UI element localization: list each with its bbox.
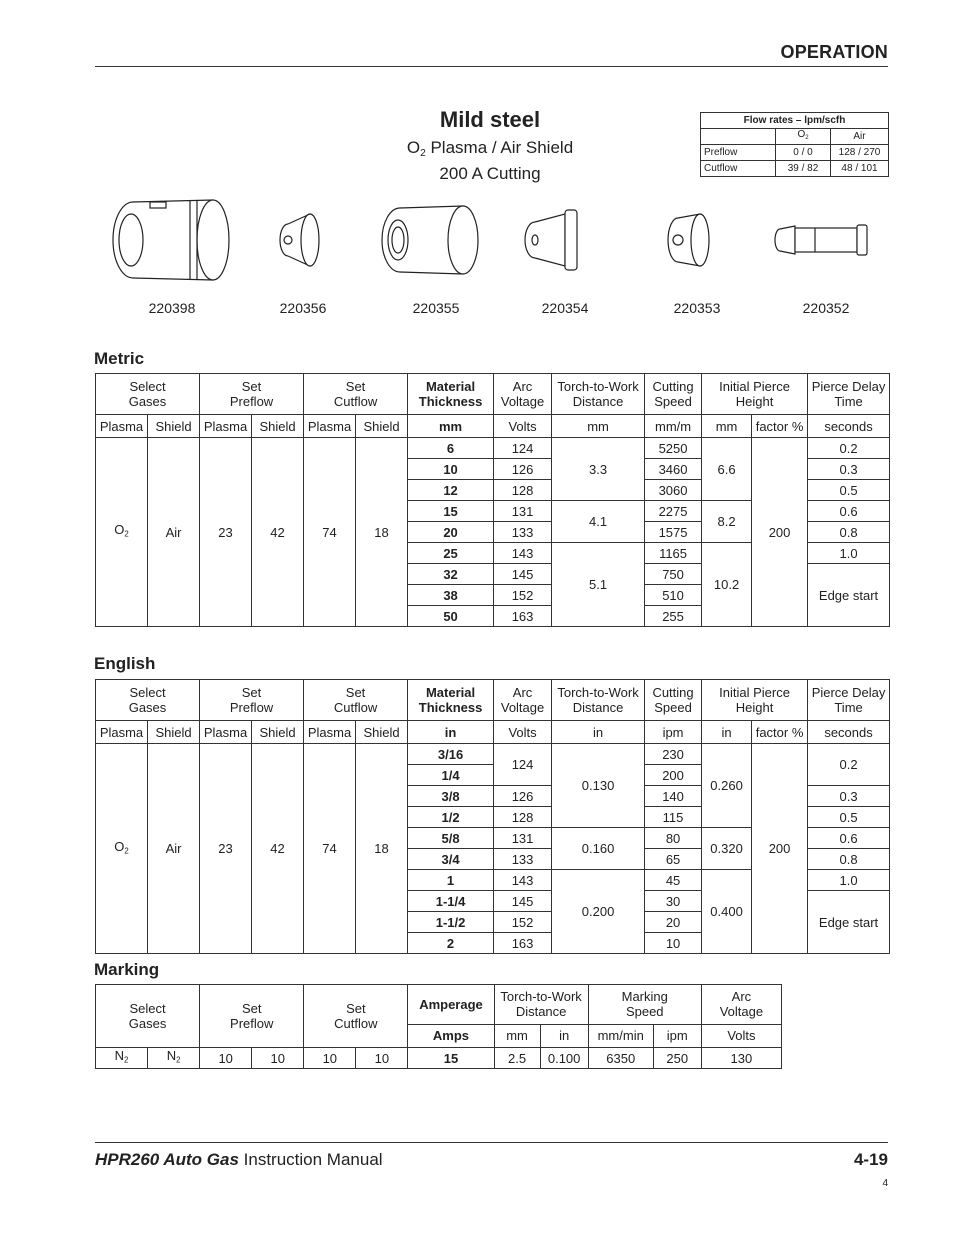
o-text: O [114,522,125,538]
unit-cell: Plasma [96,721,148,744]
hdr-text: Set [241,379,262,394]
hdr-set-cutflow [304,680,408,721]
voltage-cell: 143 [494,870,552,891]
thickness-cell: 3/4 [408,849,494,870]
distance-cell: 0.200 [552,870,645,954]
thickness-cell: 32 [408,564,494,585]
hdr-text: Time [834,700,863,715]
hdr-pierce-delay [808,680,890,721]
delay-cell: 0.8 [808,522,890,543]
flow-cell: 128 / 270 [831,145,889,161]
nozzle-part-icon [525,210,577,270]
plasma-gas [96,744,148,954]
speed-cell: 140 [645,786,702,807]
flow-cell: 0 / 0 [776,145,831,161]
hdr-text: Voltage [719,1004,764,1020]
hdr-text: Thickness [418,700,483,715]
hdr-text: Arc [512,685,533,700]
hdr-amperage: Amperage [408,985,494,1025]
swirl-ring-part-icon [668,214,709,266]
height-cell: 0.320 [702,828,752,870]
speed-cell: 10 [645,933,702,954]
hdr-text: Height [735,394,774,409]
english-heading: English [94,654,156,673]
hdr-arc-voltage [494,374,552,415]
delay-cell: 0.3 [808,459,890,480]
unit-cell: mm [494,1024,540,1047]
o-text: O [114,838,125,854]
hdr-initial-pierce-height [702,374,808,415]
metric-heading: Metric [94,349,145,368]
plasma-gas [96,438,148,627]
thickness-cell: 10 [408,459,494,480]
delay-cell: 0.2 [808,438,890,459]
english-table [95,679,890,954]
flow-rates-table [700,112,889,177]
cutflow-shield: 18 [356,438,408,627]
height-cell: 8.2 [702,501,752,543]
unit-cell: Shield [252,721,304,744]
distance-cell: 0.130 [552,744,645,828]
hdr-torch-to-work [494,985,588,1025]
voltage-cell: 124 [494,438,552,459]
hdr-set-preflow [200,374,304,415]
voltage-cell: 133 [494,522,552,543]
hdr-cutting-speed [645,680,702,721]
electrode-part-icon [775,225,867,255]
marking-heading: Marking [94,960,160,979]
thickness-cell: 3/8 [408,786,494,807]
height-cell: 0.400 [702,870,752,954]
o-subscript: 2 [124,846,129,856]
page-title: Mild steel [439,107,541,132]
shield-gas: Air [148,744,200,954]
delay-cell: 1.0 [808,870,890,891]
hdr-text: Material [425,379,476,394]
flow-col-o2 [776,129,831,145]
hdr-text: Distance [515,1004,567,1020]
hdr-material-thickness [408,680,494,721]
unit-cell: Shield [148,415,200,438]
unit-cell: mm/m [645,415,702,438]
delay-cell: 0.6 [808,501,890,522]
unit-cell: mm/min [588,1024,653,1047]
cutflow-plasma: 74 [304,438,356,627]
speed-cell: 200 [645,765,702,786]
hdr-text: Torch-to-Work [557,685,639,700]
o-subscript: 2 [124,529,129,539]
delay-cell: Edge start [808,564,890,627]
preflow-shield: 42 [252,438,304,627]
hdr-text: Speed [625,1004,664,1020]
voltage-cell: 133 [494,849,552,870]
header-rule [95,66,888,67]
o-text: O [406,138,421,157]
flow-row-label: Cutflow [701,161,776,177]
voltage-cell: 163 [494,606,552,627]
preflow-plasma: 23 [200,438,252,627]
thickness-cell: 1/2 [408,807,494,828]
hdr-text: Torch-to-Work [557,379,639,394]
hdr-text: Voltage [500,394,545,409]
delay-cell: 1.0 [808,543,890,564]
speed-cell: 20 [645,912,702,933]
hdr-torch-to-work [552,680,645,721]
unit-cell: factor % [752,721,808,744]
hdr-text: Thickness [418,394,483,409]
section-title: OPERATION [780,42,888,62]
cutflow-plasma: 10 [304,1048,356,1069]
hdr-text: Time [834,394,863,409]
speed-cell: 3460 [645,459,702,480]
delay-cell: 0.3 [808,786,890,807]
unit-cell: Shield [356,721,408,744]
in-cell: 0.100 [540,1048,588,1069]
unit-cell: Amps [408,1024,494,1047]
consumable-parts-illustration [95,190,888,290]
height-cell: 10.2 [702,543,752,627]
height-cell: 6.6 [702,438,752,501]
o-text: O [797,129,806,141]
delay-cell: 0.6 [808,828,890,849]
hdr-text: Initial Pierce [719,685,790,700]
hdr-pierce-delay [808,374,890,415]
cutting-subtitle: 200 A Cutting [439,164,541,183]
hdr-set-cutflow [304,374,408,415]
thickness-cell: 3/16 [408,744,494,765]
hdr-text: Cutflow [333,700,378,715]
speed-cell: 750 [645,564,702,585]
o-subscript: 2 [805,134,809,141]
thickness-cell: 20 [408,522,494,543]
flow-title: Flow rates – lpm/scfh [701,113,889,129]
hdr-select-gases [96,985,200,1048]
voltage-cell: 124 [494,744,552,786]
cutflow-shield: 18 [356,744,408,954]
unit-cell: Shield [252,415,304,438]
hdr-text: Voltage [500,700,545,715]
page-number: 4 [882,1178,888,1189]
voltage-cell: 126 [494,786,552,807]
hdr-marking-speed [588,985,701,1025]
part-number: 220398 [148,300,196,316]
unit-cell: mm [552,415,645,438]
ipm-cell: 250 [653,1048,701,1069]
unit-cell: Plasma [304,721,356,744]
unit-cell: mm [408,415,494,438]
voltage-cell: 131 [494,501,552,522]
n-text: N [166,1048,177,1064]
unit-cell: factor % [752,415,808,438]
distance-cell: 5.1 [552,543,645,627]
unit-cell: in [408,721,494,744]
manual-label: Instruction Manual [238,1150,383,1169]
hdr-text: Distance [572,700,624,715]
hdr-text: Initial Pierce [719,379,790,394]
speed-cell: 230 [645,744,702,765]
footer-manual-title [95,1150,383,1170]
unit-cell: seconds [808,721,890,744]
preflow-plasma: 23 [200,744,252,954]
hdr-text: Gases [128,1016,167,1031]
voltage-cell: 128 [494,807,552,828]
unit-cell: in [552,721,645,744]
hdr-text: Height [735,700,774,715]
shield-gas [148,1048,200,1069]
part-number: 220354 [541,300,589,316]
speed-cell: 510 [645,585,702,606]
footer-rule [95,1142,888,1143]
hdr-text: Torch-to-Work [500,989,582,1005]
hdr-text: Speed [654,700,692,715]
unit-cell: Shield [148,721,200,744]
footer-page: 4-19 [853,1150,888,1169]
unit-cell: Volts [494,721,552,744]
hdr-text: Select [129,685,166,700]
part-number: 220355 [412,300,460,316]
volts-cell: 130 [701,1048,781,1069]
unit-cell: Plasma [96,415,148,438]
hdr-text: Cutting [652,685,694,700]
voltage-cell: 145 [494,891,552,912]
unit-cell: Plasma [304,415,356,438]
shield-part-icon [280,214,319,266]
speed-cell: 1165 [645,543,702,564]
unit-cell: Shield [356,415,408,438]
delay-cell: 0.8 [808,849,890,870]
unit-cell: in [540,1024,588,1047]
unit-cell: mm [702,415,752,438]
hdr-arc-voltage [494,680,552,721]
hdr-text: Arc [731,989,752,1005]
subtitle-rest: Plasma / Air Shield [425,138,574,157]
speed-cell: 30 [645,891,702,912]
speed-cell: 3060 [645,480,702,501]
unit-cell: in [702,721,752,744]
hdr-arc-voltage [701,985,781,1025]
flow-row-label: Preflow [701,145,776,161]
voltage-cell: 163 [494,933,552,954]
unit-cell: Volts [494,415,552,438]
factor-cell: 200 [752,438,808,627]
flow-col-air: Air [831,129,889,145]
n-subscript: 2 [176,1055,181,1065]
hdr-text: Set [241,1001,262,1016]
hdr-set-preflow [200,985,304,1048]
thickness-cell: 6 [408,438,494,459]
hdr-text: Set [241,685,262,700]
hdr-torch-to-work [552,374,645,415]
hdr-initial-pierce-height [702,680,808,721]
hdr-text: Select [129,1001,166,1016]
voltage-cell: 152 [494,912,552,933]
height-cell: 0.260 [702,744,752,828]
metric-table [95,373,890,627]
speed-cell: 2275 [645,501,702,522]
hdr-text: Cutflow [334,1016,378,1031]
thickness-cell: 1 [408,870,494,891]
flow-cell: 39 / 82 [776,161,831,177]
unit-cell: seconds [808,415,890,438]
hdr-set-cutflow [304,985,408,1048]
unit-cell: ipm [645,721,702,744]
distance-cell: 0.160 [552,828,645,870]
hdr-text: Set [345,379,366,394]
thickness-cell: 50 [408,606,494,627]
voltage-cell: 128 [494,480,552,501]
cutflow-shield: 10 [356,1048,408,1069]
part-number: 220353 [673,300,721,316]
thickness-cell: 2 [408,933,494,954]
cutflow-plasma: 74 [304,744,356,954]
thickness-cell: 1-1/2 [408,912,494,933]
speed-cell: 65 [645,849,702,870]
n-subscript: 2 [124,1055,129,1065]
thickness-cell: 1/4 [408,765,494,786]
hdr-text: Arc [512,379,533,394]
voltage-cell: 126 [494,459,552,480]
amps-cell: 15 [408,1048,494,1069]
thickness-cell: 1-1/4 [408,891,494,912]
hdr-material-thickness [408,374,494,415]
retaining-cap-part-icon [382,206,478,274]
hdr-text: Gases [128,700,167,715]
hdr-text: Gases [128,394,167,409]
hdr-text: Distance [572,394,624,409]
process-subtitle [340,138,640,159]
part-number: 220356 [279,300,327,316]
hdr-select-gases [96,374,200,415]
hdr-text: Pierce Delay [811,685,886,700]
hdr-text: Speed [654,394,692,409]
mm-cell: 2.5 [494,1048,540,1069]
flow-cell: 48 / 101 [831,161,889,177]
marking-table [95,984,782,1069]
delay-cell: 0.5 [808,480,890,501]
preflow-plasma: 10 [200,1048,252,1069]
hdr-text: Preflow [229,394,274,409]
distance-cell: 4.1 [552,501,645,543]
thickness-cell: 38 [408,585,494,606]
delay-cell: 0.5 [808,807,890,828]
unit-cell: Volts [701,1024,781,1047]
speed-cell: 80 [645,828,702,849]
product-name: HPR260 Auto Gas [95,1150,239,1169]
thickness-cell: 25 [408,543,494,564]
flow-blank [701,129,776,145]
hdr-text: Pierce Delay [811,379,886,394]
factor-cell: 200 [752,744,808,954]
speed-cell: 115 [645,807,702,828]
speed-cell: 5250 [645,438,702,459]
hdr-cutting-speed [645,374,702,415]
hdr-text: Cutting [652,379,694,394]
mmmin-cell: 6350 [588,1048,653,1069]
unit-cell: ipm [653,1024,701,1047]
distance-cell: 3.3 [552,438,645,501]
hdr-set-preflow [200,680,304,721]
hdr-text: Marking [621,989,668,1005]
hdr-text: Preflow [229,700,274,715]
shield-gas: Air [148,438,200,627]
thickness-cell: 5/8 [408,828,494,849]
speed-cell: 45 [645,870,702,891]
voltage-cell: 152 [494,585,552,606]
thickness-cell: 12 [408,480,494,501]
hdr-text: Set [346,1001,366,1016]
preflow-shield: 42 [252,744,304,954]
shield-cap-part-icon [113,200,229,280]
unit-cell: Plasma [200,415,252,438]
hdr-text: Cutflow [333,394,378,409]
preflow-shield: 10 [252,1048,304,1069]
n-text: N [114,1048,125,1064]
speed-cell: 255 [645,606,702,627]
speed-cell: 1575 [645,522,702,543]
voltage-cell: 131 [494,828,552,849]
o-subscript: 2 [420,148,426,160]
delay-cell: 0.2 [808,744,890,786]
hdr-select-gases [96,680,200,721]
hdr-text: Preflow [230,1016,274,1031]
voltage-cell: 145 [494,564,552,585]
thickness-cell: 15 [408,501,494,522]
delay-cell: Edge start [808,891,890,954]
hdr-text: Select [129,379,166,394]
hdr-text: Material [425,685,476,700]
part-number: 220352 [802,300,850,316]
unit-cell: Plasma [200,721,252,744]
voltage-cell: 143 [494,543,552,564]
hdr-text: Set [345,685,366,700]
plasma-gas [96,1048,148,1069]
